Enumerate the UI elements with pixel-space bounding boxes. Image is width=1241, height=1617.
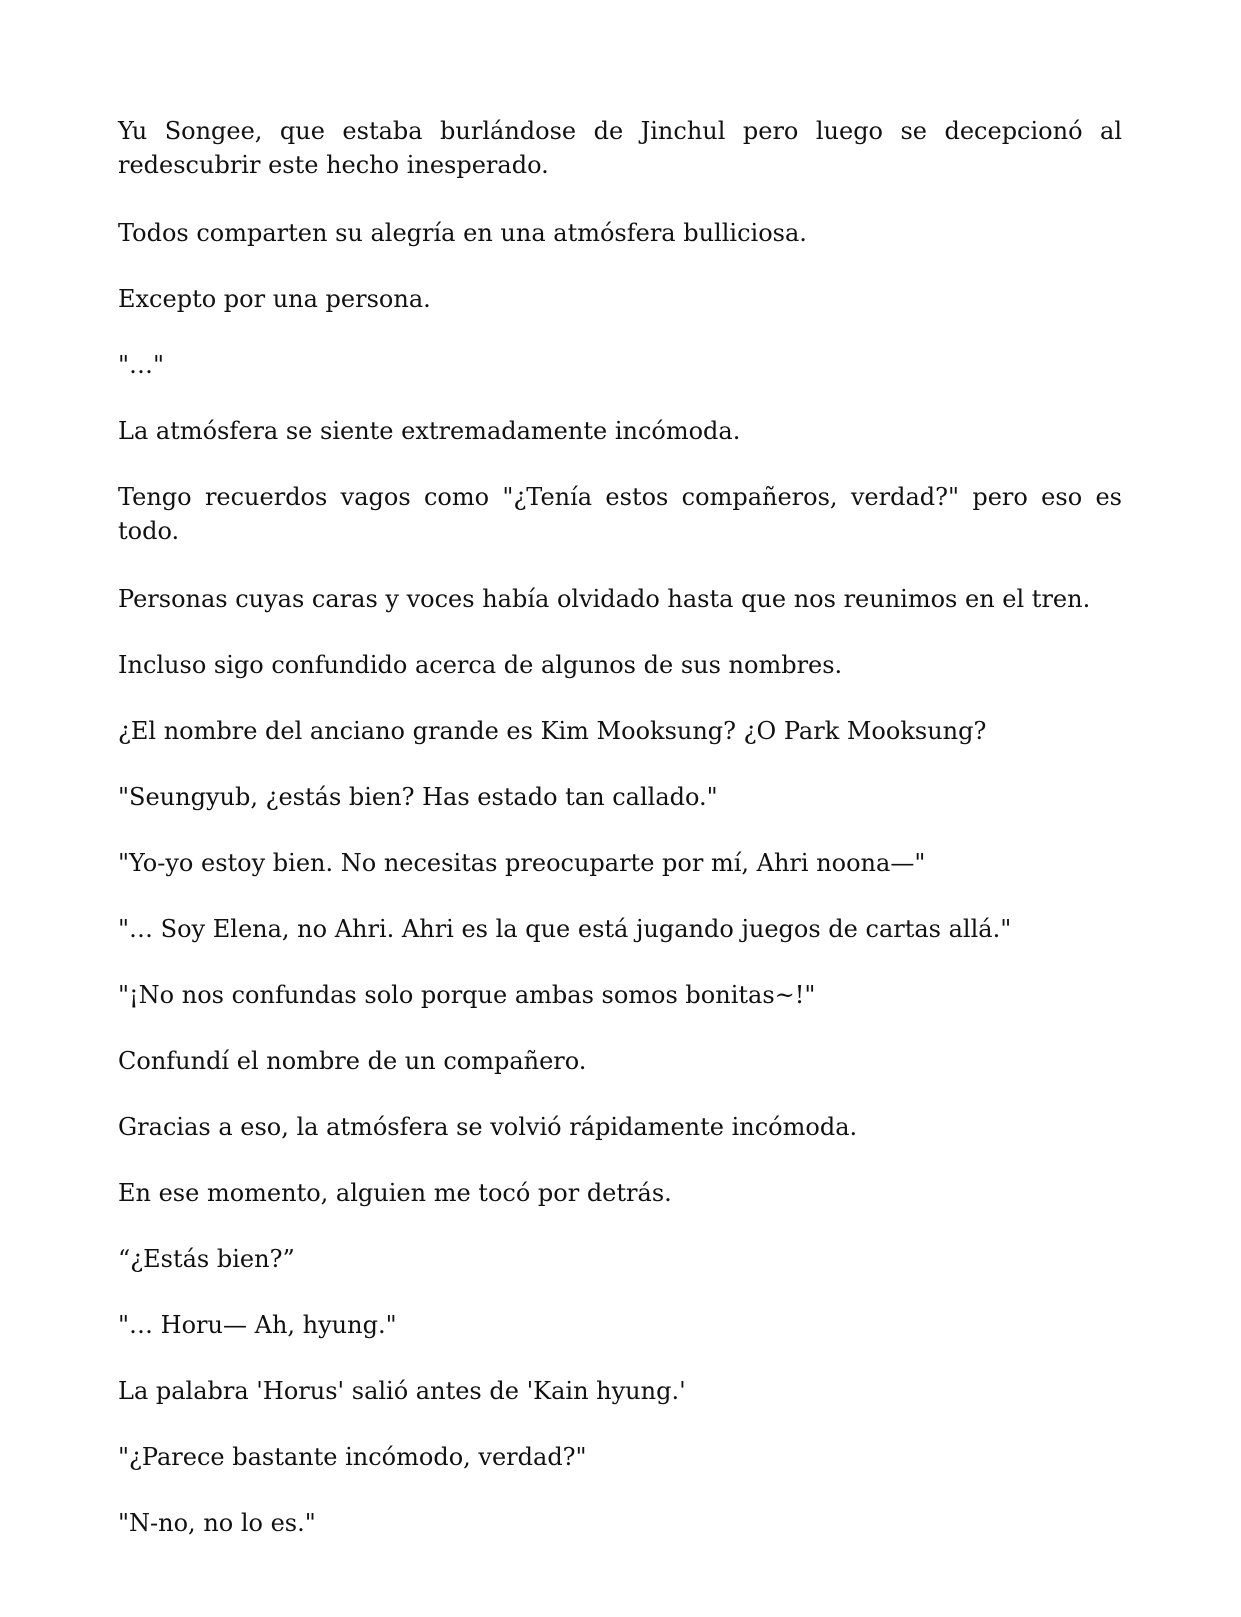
paragraph-20: "¿Parece bastante incómodo, verdad?" (118, 1443, 587, 1471)
paragraph-18: "… Horu— Ah, hyung." (118, 1311, 397, 1339)
paragraph-3: Excepto por una persona. (118, 285, 431, 313)
paragraph-15: Gracias a eso, la atmósfera se volvió rápidamente incómoda. (118, 1113, 858, 1141)
paragraph-21: "N-no, no lo es." (118, 1509, 316, 1537)
paragraph-16: En ese momento, alguien me tocó por detrás. (118, 1179, 672, 1207)
paragraph-4: "…" (118, 351, 165, 379)
paragraph-7: Personas cuyas caras y voces había olvidado hasta que nos reunimos en el tren. (118, 585, 1091, 613)
paragraph-12: "… Soy Elena, no Ahri. Ahri es la que está jugando juegos de cartas allá." (118, 915, 1012, 943)
paragraph-13: "¡No nos confundas solo porque ambas somos bonitas~!" (118, 981, 816, 1009)
paragraph-19: La palabra 'Horus' salió antes de 'Kain hyung.' (118, 1377, 686, 1405)
paragraph-14: Confundí el nombre de un compañero. (118, 1047, 587, 1075)
paragraph-11: "Yo-yo estoy bien. No necesitas preocuparte por mí, Ahri noona—" (118, 849, 926, 877)
paragraph-10: "Seungyub, ¿estás bien? Has estado tan callado." (118, 783, 718, 811)
paragraph-9: ¿El nombre del anciano grande es Kim Mooksung? ¿O Park Mooksung? (118, 717, 987, 745)
paragraph-17: “¿Estás bien?” (118, 1245, 295, 1273)
paragraph-8: Incluso sigo confundido acerca de algunos de sus nombres. (118, 651, 843, 679)
paragraph-5: La atmósfera se siente extremadamente incómoda. (118, 417, 741, 445)
paragraph-1: Yu Songee, que estaba burlándose de Jinchul pero luego se decepcionó al redescubrir este hecho inesperado. (118, 117, 1122, 179)
paragraph-6: Tengo recuerdos vagos como "¿Tenía estos compañeros, verdad?" pero eso es todo. (118, 483, 1122, 545)
paragraph-2: Todos comparten su alegría en una atmósfera bulliciosa. (118, 219, 807, 247)
